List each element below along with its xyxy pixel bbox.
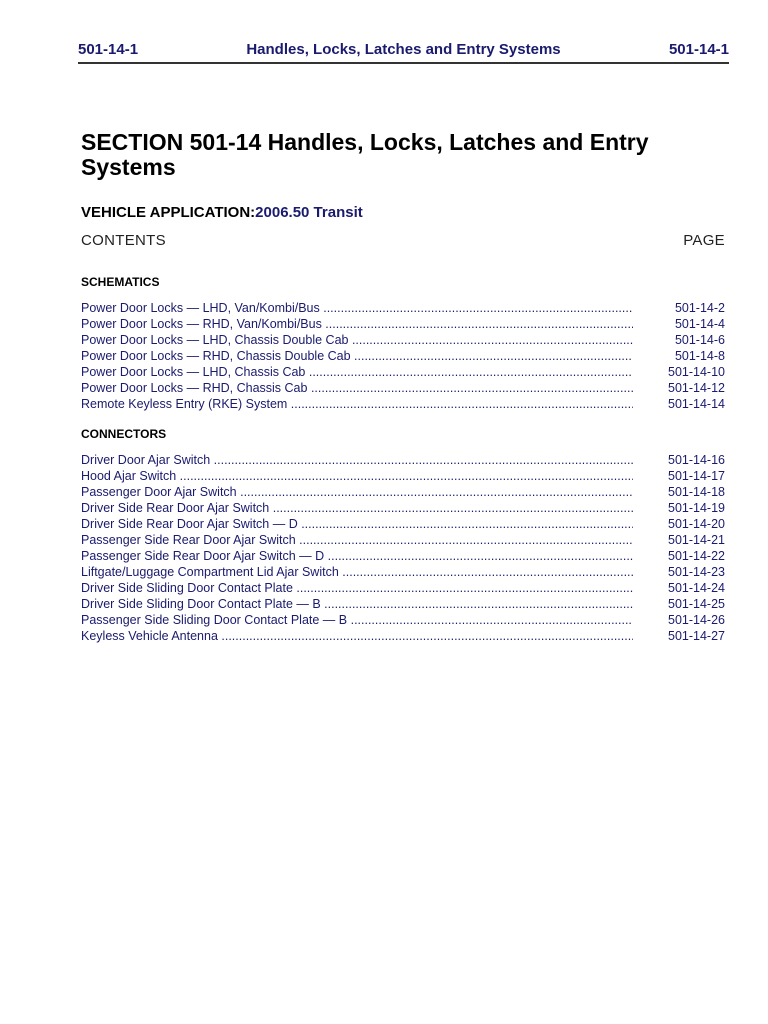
toc-entry[interactable] (81, 500, 725, 516)
toc-entry-page[interactable]: 501-14-8 (674, 349, 725, 363)
toc-entry[interactable] (81, 396, 725, 412)
toc-entry-page[interactable]: 501-14-22 (668, 549, 725, 563)
toc-entry-page[interactable]: 501-14-21 (668, 533, 725, 547)
toc-entry-title[interactable]: Driver Side Rear Door Ajar Switch ..... (81, 500, 633, 516)
toc-entry-title[interactable]: Passenger Side Sliding Door Contact Plate — B ..... (81, 612, 633, 628)
vehicle-application-value[interactable]: 2006.50 Transit (255, 204, 363, 221)
toc-entry-page[interactable]: 501-14-20 (668, 517, 725, 531)
toc-entry-page[interactable]: 501-14-10 (668, 365, 725, 379)
toc-entry[interactable] (81, 452, 725, 468)
schematics-list (81, 300, 725, 412)
contents-label: CONTENTS (81, 232, 166, 249)
vehicle-application-label: VEHICLE APPLICATION: (81, 204, 256, 221)
toc-entry-title[interactable]: Passenger Door Ajar Switch ..... (81, 484, 633, 500)
toc-entry-page[interactable]: 501-14-16 (668, 453, 725, 467)
section-title: SECTION 501-14 Handles, Locks, Latches and Entry Systems (81, 129, 649, 180)
toc-entry-page[interactable]: 501-14-18 (668, 485, 725, 499)
toc-entry[interactable] (81, 612, 725, 628)
toc-entry[interactable] (81, 564, 725, 580)
toc-entry[interactable] (81, 468, 725, 484)
toc-entry-title[interactable]: Driver Side Sliding Door Contact Plate ..... (81, 580, 633, 596)
toc-entry-page[interactable]: 501-14-23 (668, 565, 725, 579)
toc-entry[interactable] (81, 364, 725, 380)
toc-entry-title[interactable]: Power Door Locks — RHD, Van/Kombi/Bus ..... (81, 316, 633, 332)
header-title: Handles, Locks, Latches and Entry Systems (246, 41, 561, 58)
toc-entry-title[interactable]: Driver Side Rear Door Ajar Switch — D ..... (81, 516, 633, 532)
toc-entry-title[interactable]: Hood Ajar Switch ..... (81, 468, 633, 484)
toc-entry-page[interactable]: 501-14-4 (674, 317, 725, 331)
toc-entry-title[interactable]: Driver Door Ajar Switch ..... (81, 452, 633, 468)
toc-entry[interactable] (81, 332, 725, 348)
toc-entry-page[interactable]: 501-14-24 (668, 581, 725, 595)
toc-entry-page[interactable]: 501-14-26 (668, 613, 725, 627)
toc-entry-title[interactable]: Power Door Locks — LHD, Chassis Double Cab ..... (81, 332, 633, 348)
toc-entry-page[interactable]: 501-14-14 (668, 397, 725, 411)
vehicle-application (81, 204, 363, 221)
page-header (78, 40, 729, 64)
toc-entry-page[interactable]: 501-14-27 (668, 629, 725, 643)
connectors-heading: CONNECTORS (81, 427, 167, 441)
toc-entry-title[interactable]: Liftgate/Luggage Compartment Lid Ajar Switch ..... (81, 564, 633, 580)
toc-entry-page[interactable]: 501-14-2 (674, 301, 725, 315)
toc-entry-page[interactable]: 501-14-6 (674, 333, 725, 347)
toc-entry-title[interactable]: Power Door Locks — RHD, Chassis Cab ..... (81, 380, 633, 396)
toc-entry[interactable] (81, 628, 725, 644)
toc-entry-title[interactable]: Power Door Locks — LHD, Van/Kombi/Bus ..... (81, 300, 633, 316)
toc-entry-title[interactable]: Remote Keyless Entry (RKE) System ..... (81, 396, 633, 412)
toc-entry-title[interactable]: Driver Side Sliding Door Contact Plate — B ..... (81, 596, 633, 612)
toc-entry[interactable] (81, 516, 725, 532)
toc-entry[interactable] (81, 348, 725, 364)
toc-entry[interactable] (81, 580, 725, 596)
toc-entry-title[interactable]: Passenger Side Rear Door Ajar Switch ..... (81, 532, 633, 548)
toc-entry[interactable] (81, 596, 725, 612)
toc-entry[interactable] (81, 300, 725, 316)
connectors-list (81, 452, 725, 644)
toc-entry-page[interactable]: 501-14-25 (668, 597, 725, 611)
toc-entry-title[interactable]: Power Door Locks — RHD, Chassis Double Cab ..... (81, 348, 633, 364)
toc-entry-title[interactable]: Power Door Locks — LHD, Chassis Cab ..... (81, 364, 633, 380)
toc-entry-title[interactable]: Keyless Vehicle Antenna ..... (81, 628, 633, 644)
toc-entry[interactable] (81, 316, 725, 332)
toc-entry[interactable] (81, 484, 725, 500)
toc-entry[interactable] (81, 380, 725, 396)
schematics-heading: SCHEMATICS (81, 275, 160, 289)
toc-entry[interactable] (81, 532, 725, 548)
toc-entry[interactable] (81, 548, 725, 564)
toc-entry-page[interactable]: 501-14-17 (668, 469, 725, 483)
toc-entry-page[interactable]: 501-14-12 (668, 381, 725, 395)
contents-header (81, 232, 725, 249)
page-column-label: PAGE (683, 232, 725, 249)
header-page-number-right: 501-14-1 (668, 41, 729, 58)
toc-entry-title[interactable]: Passenger Side Rear Door Ajar Switch — D ..... (81, 548, 633, 564)
header-page-number-left: 501-14-1 (78, 41, 139, 58)
toc-entry-page[interactable]: 501-14-19 (668, 501, 725, 515)
